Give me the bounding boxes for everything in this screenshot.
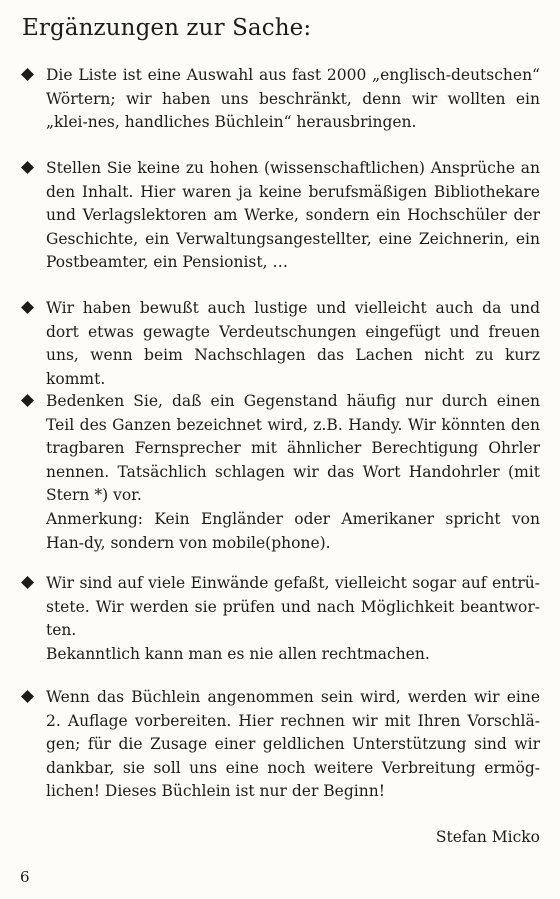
list-item-text: Die Liste ist eine Auswahl aus fast 2000 „englisch-deutschen“ Wörtern; wir haben uns beschränkt, denn wir wollten ein „klei-nes, handliches Büchlein“ herausbringen. bbox=[46, 66, 540, 132]
diamond-bullet-icon bbox=[21, 68, 34, 81]
list-item bbox=[46, 157, 540, 275]
list-item-text: Wir haben bewußt auch lustige und vielleicht auch da und dort etwas gewagte Verdeutschungen eingefügt und freuen uns, wenn beim Nachschlagen das Lachen nicht zu kurz kommt. bbox=[46, 299, 540, 388]
list-item-text: Stellen Sie keine zu hohen (wissenschaftlichen) Ansprüche an den Inhalt. Hier waren ja keine berufsmäßigen Bibliothekare und Verlagslektoren am Werke, sondern ein Hochschüler der Geschichte, ein Verwaltungsangestellter, eine Zeichnerin, ein Postbeamter, ein Pensionist, … bbox=[46, 159, 540, 272]
diamond-bullet-icon bbox=[21, 301, 34, 314]
list-item-text: Wenn das Büchlein angenommen sein wird, werden wir eine 2. Auflage vorbereiten. Hier rechnen wir mit Ihren Vorschlä-gen; für die Zusage einer geldlichen Unterstützung sind wir dankbar, sie soll uns eine noch weitere Verbreitung ermög-lichen! Dieses Büchlein ist nur der Beginn! bbox=[46, 688, 540, 801]
list-item-note: Bekanntlich kann man es nie allen rechtmachen. bbox=[46, 644, 430, 663]
diamond-bullet-icon bbox=[21, 576, 34, 589]
section-heading: Ergänzungen zur Sache: bbox=[22, 15, 312, 41]
list-item bbox=[46, 297, 540, 391]
diamond-bullet-icon bbox=[21, 161, 34, 174]
list-item bbox=[46, 64, 540, 135]
list-item bbox=[46, 572, 540, 666]
list-item bbox=[46, 686, 540, 804]
author-signature: Stefan Micko bbox=[435, 828, 540, 846]
diamond-bullet-icon bbox=[21, 690, 34, 703]
list-item-text: Wir sind auf viele Einwände gefaßt, vielleicht sogar auf entrü-stete. Wir werden sie prüfen und nach Möglichkeit beantwor-ten. bbox=[46, 574, 540, 640]
page-number: 6 bbox=[20, 868, 30, 886]
list-item bbox=[46, 390, 540, 555]
diamond-bullet-icon bbox=[21, 394, 34, 407]
list-item-text: Bedenken Sie, daß ein Gegenstand häufig nur durch einen Teil des Ganzen bezeichnet wird, z.B. Handy. Wir könnten den tragbaren Fernsprecher mit ähnlicher Berechtigung Ohrler nennen. Tatsächlich schlagen wir das Wort Handohrler (mit Stern *) vor. bbox=[46, 392, 540, 505]
list-item-note: Anmerkung: Kein Engländer oder Amerikaner spricht von Han-dy, sondern von mobile(phone). bbox=[46, 509, 540, 552]
